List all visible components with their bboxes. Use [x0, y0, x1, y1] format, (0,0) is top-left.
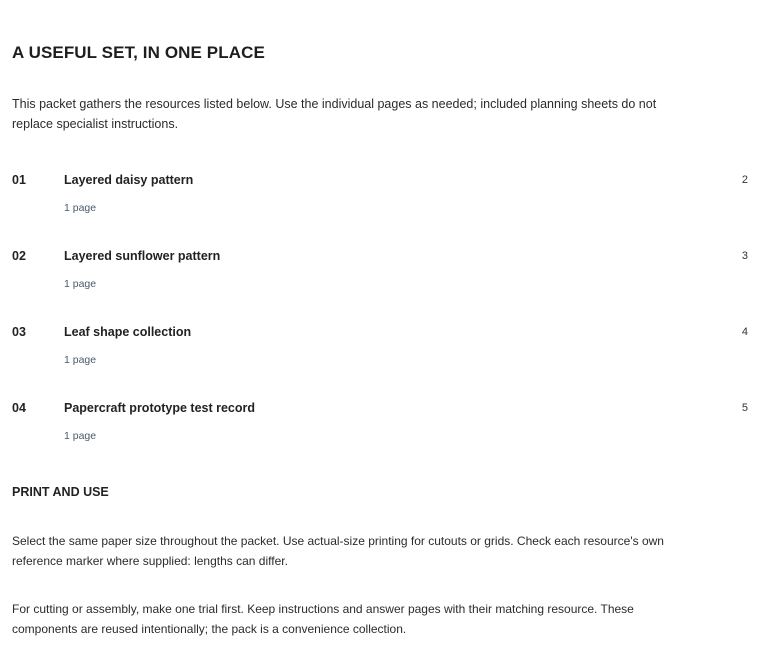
- contents-item: [12, 325, 748, 385]
- item-page-count: 1 page: [64, 202, 97, 214]
- item-page-number: 5: [741, 402, 748, 414]
- item-page-number: 4: [741, 326, 748, 338]
- intro-paragraph: This packet gathers the resources listed below. Use the individual pages as needed; included planning sheets do not replace specialist instructions.: [12, 97, 657, 131]
- item-title: Layered sunflower pattern: [64, 249, 221, 263]
- contents-item: [12, 249, 748, 309]
- item-title: Leaf shape collection: [64, 325, 192, 339]
- item-title: Papercraft prototype test record: [64, 401, 256, 415]
- item-number: 01: [12, 173, 26, 187]
- print-section-heading: PRINT AND USE: [12, 485, 109, 499]
- item-page-count: 1 page: [64, 354, 97, 366]
- contents-item: [12, 401, 748, 461]
- item-page-number: 3: [741, 250, 748, 262]
- contents-item: [12, 173, 748, 233]
- item-title: Layered daisy pattern: [64, 173, 194, 187]
- item-page-count: 1 page: [64, 430, 97, 442]
- item-page-number: 2: [741, 174, 748, 186]
- page-title: A USEFUL SET, IN ONE PLACE: [12, 43, 265, 62]
- print-paragraph: For cutting or assembly, make one trial first. Keep instructions and answer pages with their matching resource. These components are reused intentionally; the pack is a convenience collection.: [12, 602, 634, 636]
- print-paragraph: Select the same paper size throughout the packet. Use actual-size printing for cutouts or grids. Check each resource's own reference marker where supplied: lengths can differ.: [12, 534, 664, 568]
- item-page-count: 1 page: [64, 278, 97, 290]
- item-number: 03: [12, 325, 26, 339]
- item-number: 02: [12, 249, 26, 263]
- item-number: 04: [12, 401, 26, 415]
